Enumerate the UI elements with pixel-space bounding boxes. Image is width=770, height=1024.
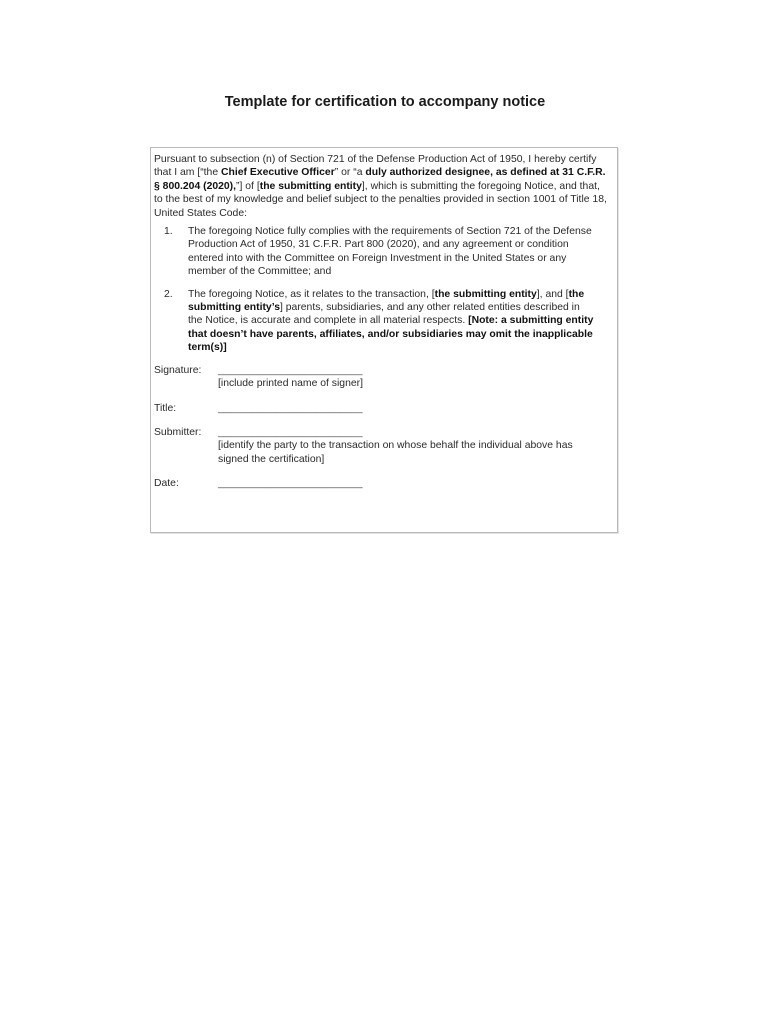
signature-line[interactable]: _________________________ [218,364,363,376]
intro-text-2: ” or “a [334,167,366,179]
intro-bold-entity: the submitting entity [259,180,362,192]
item-bold-note: [Note: a submitting entity that doesn’t have parents, affiliates, and/or subsidiaries may omit the inapplicable term(s)] [188,315,594,354]
signature-note: [include printed name of signer] [218,378,363,390]
date-row [154,477,611,490]
date-label: Date: [154,478,179,490]
submitter-note: [identify the party to the transaction on whose behalf the individual above has signed the certification] [218,440,573,465]
date-line[interactable]: _________________________ [218,478,363,490]
submitter-row [154,426,611,466]
list-item [154,225,611,279]
list-item [154,288,611,355]
item-text-b: ], and [ [536,288,569,300]
intro-text-4: ], which is submitting the foregoing Notice, and that, to the best of my knowledge and belief subject to the penalties provided in section 1001 of Title 18, United States Code: [154,180,607,219]
certification-intro [154,153,611,220]
signature-label: Signature: [154,364,202,376]
signature-row [154,364,611,391]
item-number: 2. [164,288,173,300]
intro-bold-designee: duly authorized designee, as defined at 31 C.F.R. § 800.204 (2020), [154,167,606,192]
item-text-a: The foregoing Notice, as it relates to the transaction, [ [188,288,435,300]
title-line[interactable]: _________________________ [218,402,363,414]
intro-paragraph [154,153,611,220]
title-row [154,402,611,415]
item-text-c: ] parents, subsidiaries, and any other related entities described in the Notice, is accurate and complete in all material respects. [188,302,580,327]
intro-text-3: ”] of [ [236,180,260,192]
submitter-line[interactable]: _________________________ [218,426,363,438]
intro-text-1: Pursuant to subsection (n) of Section 721 of the Defense Production Act of 1950, I hereby certify that I am [“the [154,154,597,179]
intro-bold-ceo: Chief Executive Officer [221,167,335,179]
submitter-label: Submitter: [154,426,202,438]
item-text: The foregoing Notice fully complies with the requirements of Section 721 of the Defense Production Act of 1950, 31 C.F.R. Part 800 (2020), and any agreement or condition entered into with the Committee on Foreign Investment in the United States or any member of the Committee; and [188,226,592,278]
item-number: 1. [164,226,173,238]
signature-block [154,364,611,491]
title-label: Title: [154,402,177,414]
certification-box [150,147,618,533]
item-bold-entity: the submitting entity [434,288,537,300]
certification-items [154,225,611,355]
item-text [188,288,611,355]
item-bold-entitys: the submitting entity’s [188,288,585,314]
page-title: Template for certification to accompany notice [224,94,546,110]
